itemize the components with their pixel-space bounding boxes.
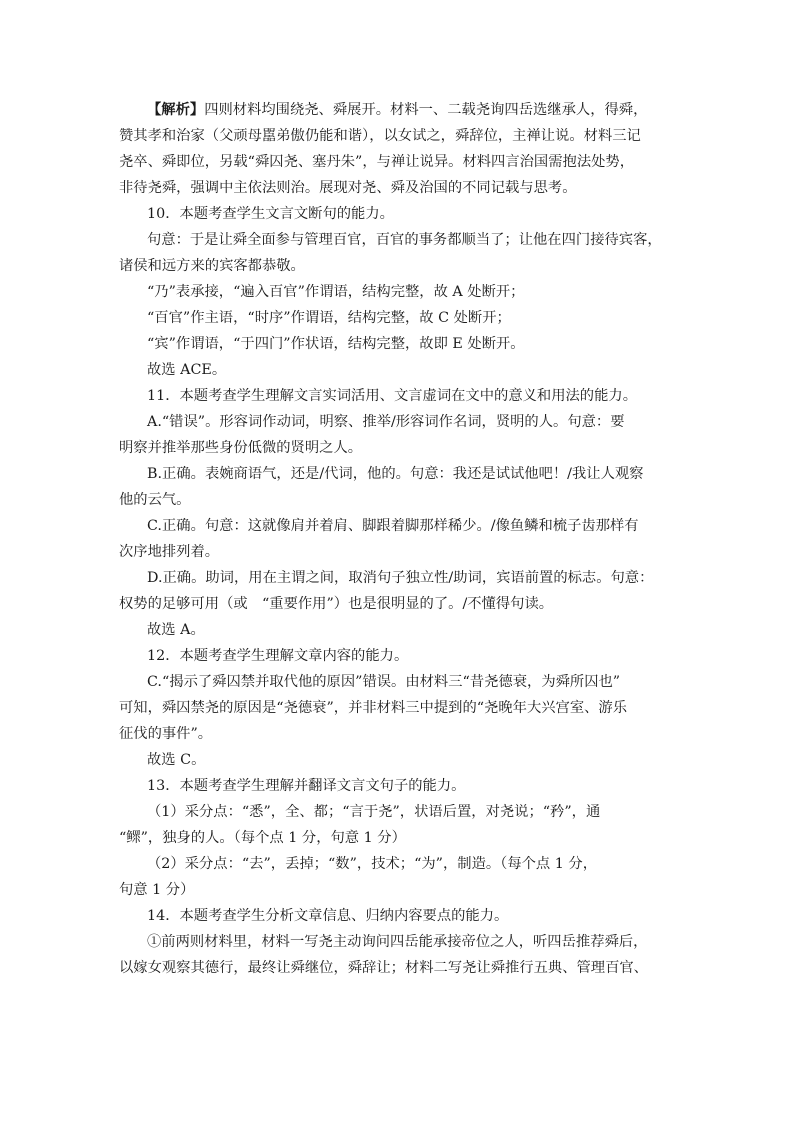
- q10-point-e: “宾”作谓语，“于四门”作状语，结构完整，故即 E 处断开。: [147, 336, 525, 352]
- analysis-line-4: 非待尧舜，强调中主依法则治。展现对尧、舜及治国的不同记载与思考。: [119, 180, 577, 196]
- q12-line-3: 征伐的事件”。: [119, 726, 213, 742]
- analysis-line-1: 【解析】四则材料均围绕尧、舜展开。材料一、二载尧询四岳选继承人，得舜，: [147, 102, 648, 118]
- analysis-label: 【解析】: [147, 102, 205, 118]
- q14-line-1: ①前两则材料里，材料一写尧主动询问四岳能承接帝位之人，听四岳推荐舜后，: [147, 934, 648, 950]
- q11-option-d-line-2: 权势的足够可用（或 “重要作用”）也是很明显的了。/不懂得句读。: [119, 596, 554, 612]
- q13-part-1-line-2: “鳏”，独身的人。（每个点 1 分，句意 1 分）: [119, 830, 406, 846]
- q10-point-c: “百官”作主语，“时序”作谓语，结构完整，故 C 处断开；: [147, 310, 511, 326]
- q11-option-b-line-1: B.正确。表婉商语气，还是/代词，他的。句意：我还是试试他吧！/我让人观察: [147, 466, 644, 482]
- q10-point-a: “乃”表承接，“遍入百官”作谓语，结构完整，故 A 处断开；: [147, 284, 525, 300]
- q11-option-a-line-1: A.“错误”。形容词作动词，明察、推举/形容词作名词，贤明的人。句意：要: [147, 414, 625, 430]
- q13-part-2-line-1: （2）采分点：“去”，丢掉；“数”，技术；“为”，制造。（每个点 1 分，: [147, 856, 597, 872]
- q10-meaning-line-2: 诸侯和远方来的宾客都恭敬。: [119, 258, 305, 274]
- q13-heading: 13．本题考查学生理解并翻译文言文句子的能力。: [147, 778, 466, 794]
- q11-heading: 11．本题考查学生理解文言实词活用、文言虚词在文中的意义和用法的能力。: [147, 388, 637, 404]
- analysis-line-3: 尧卒、舜即位，另载“舜囚尧、塞丹朱”，与禅让说异。材料四言治国需抱法处势，: [119, 154, 635, 170]
- q11-option-d-line-1: D.正确。助词，用在主谓之间，取消句子独立性/助词，宾语前置的标志。句意：: [147, 570, 654, 586]
- q11-answer: 故选 A。: [147, 622, 205, 638]
- q11-option-c-line-2: 次序地排列着。: [119, 544, 220, 560]
- q14-heading: 14．本题考查学生分析文章信息、归纳内容要点的能力。: [147, 908, 509, 924]
- q12-heading: 12．本题考查学生理解文章内容的能力。: [147, 648, 409, 664]
- q14-line-2: 以嫁女观察其德行，最终让舜继位，舜辞让；材料二写尧让舜推行五典、管理百官、: [119, 960, 648, 976]
- q10-answer: 故选 ACE。: [147, 362, 227, 378]
- q12-line-2: 可知，舜囚禁尧的原因是“尧德衰”，并非材料三中提到的“尧晚年大兴宫室、游乐: [119, 700, 628, 716]
- q10-heading: 10．本题考查学生文言文断句的能力。: [147, 206, 394, 222]
- analysis-line-2: 赞其孝和治家（父顽母嚚弟傲仍能和谐），以女试之，舜辞位，主禅让说。材料三记: [119, 128, 641, 144]
- q12-line-1: C.“揭示了舜囚禁并取代他的原因”错误。由材料三“昔尧德衰，为舜所囚也”: [147, 674, 621, 690]
- q10-meaning-line-1: 句意：于是让舜全面参与管理百官，百官的事务都顺当了；让他在四门接待宾客，: [147, 232, 662, 248]
- q13-part-1-line-1: （1）采分点：“悉”，全、都；“言于尧”，状语后置，对尧说；“矜”，通: [147, 804, 601, 820]
- answer-analysis-body: [119, 97, 679, 981]
- q11-option-b-line-2: 他的云气。: [119, 492, 191, 508]
- q11-option-a-line-2: 明察并推举那些身份低微的贤明之人。: [119, 440, 363, 456]
- q13-part-2-line-2: 句意 1 分）: [119, 882, 195, 898]
- q11-option-c-line-1: C.正确。句意：这就像肩并着肩、脚跟着脚那样稀少。/像鱼鳞和梳子齿那样有: [147, 518, 639, 534]
- q12-answer: 故选 C。: [147, 752, 206, 768]
